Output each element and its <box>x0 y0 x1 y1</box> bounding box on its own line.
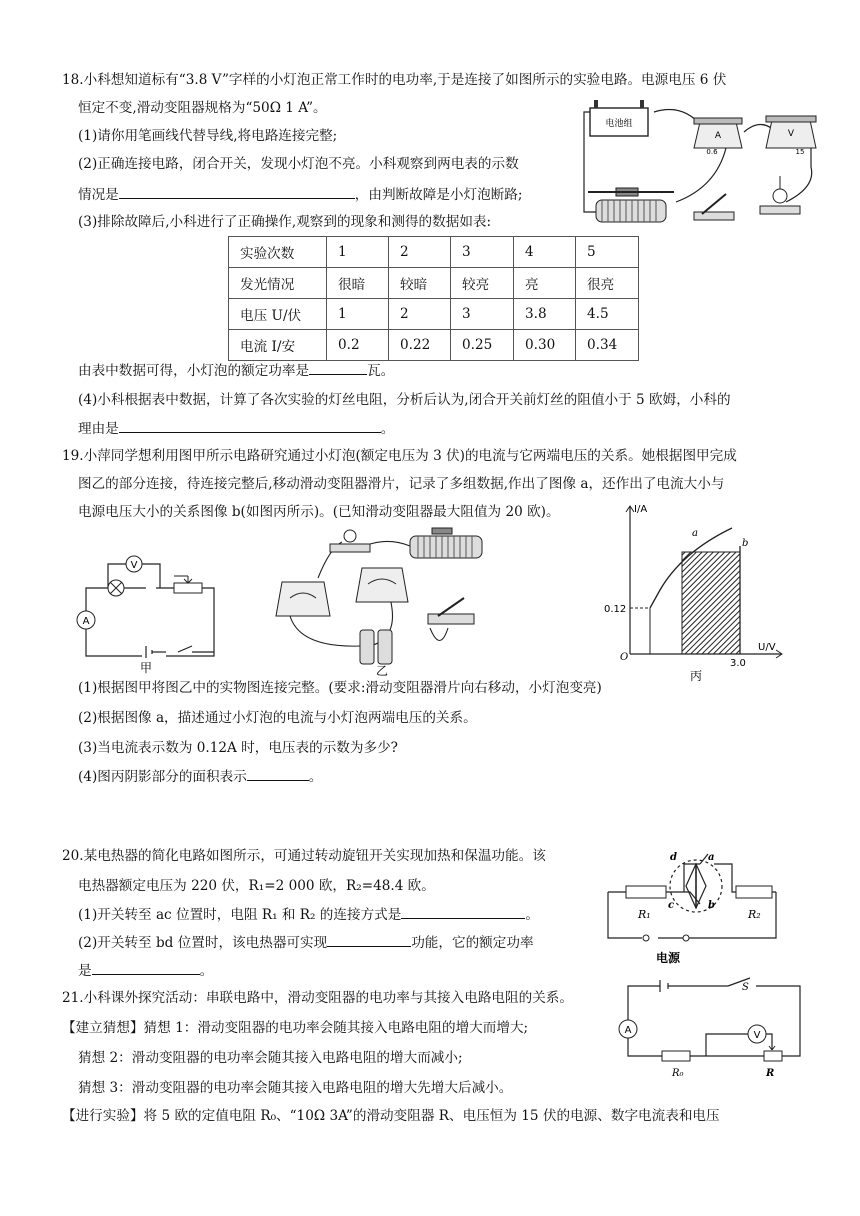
q21-guess3: 猜想 3：滑动变阻器的电功率会随其接入电路电阻的增大先增大后减小。 <box>78 1080 513 1096</box>
switch-icon <box>428 598 474 624</box>
r0-label: R₀ <box>672 1068 684 1079</box>
answer-blank[interactable] <box>327 932 411 947</box>
y-axis-label: I/A <box>634 504 648 515</box>
ammeter-scale: 0.6 <box>706 148 718 156</box>
switch-label: S <box>742 982 749 993</box>
r2-label: R₂ <box>748 908 761 921</box>
answer-blank[interactable] <box>401 904 525 919</box>
q20-part1-pre: (1)开关转至 ac 位置时，电阻 R₁ 和 R₂ 的连接方式是 <box>78 907 402 923</box>
table-cell: 实验次数 <box>229 237 327 268</box>
table-row <box>229 330 639 361</box>
figure-caption-yi: 乙 <box>375 664 389 678</box>
figure-caption-bing: 丙 <box>689 669 703 683</box>
q19-graph-bing <box>604 500 812 690</box>
q21-guess1: 【建立猜想】猜想 1：滑动变阻器的电功率会随其接入电路电阻的增大而增大; <box>62 1020 529 1036</box>
table-cell: 0.22 <box>389 330 451 361</box>
switch-icon <box>694 194 734 220</box>
voltmeter-symbol-label: V <box>130 560 138 571</box>
q18-part3b-post: 瓦。 <box>367 363 395 379</box>
q18-part4b-pre: 理由是 <box>78 421 119 437</box>
voltmeter-label: V <box>787 129 795 139</box>
contact-c-label: c <box>668 900 675 911</box>
rheostat-icon <box>588 188 674 222</box>
q19-part4 <box>78 766 322 787</box>
q18-part2b-pre: 情况是 <box>78 187 119 203</box>
contact-d-label: d <box>670 852 677 863</box>
ammeter-symbol-label: A <box>82 616 90 627</box>
q18-data-table <box>228 236 639 361</box>
q19-part2: (2)根据图像 a，描述通过小灯泡的电流与小灯泡两端电压的关系。 <box>78 710 477 726</box>
q19-line3: 电源电压大小的关系图像 b(如图丙所示)。(已知滑动变阻器最大阻值为 20 欧)。 <box>78 504 560 520</box>
resistor-r0 <box>662 1051 690 1061</box>
resistor-r1 <box>626 886 666 898</box>
q18-part4b <box>78 418 394 439</box>
q18-part3b <box>78 360 394 381</box>
table-row <box>229 299 639 330</box>
q18-part3: (3)排除故障后,小科进行了正确操作,观察到的现象和测得的数据如表: <box>78 214 492 230</box>
table-cell: 0.30 <box>514 330 576 361</box>
q20-part2b-post: 。 <box>199 963 214 979</box>
table-cell: 3 <box>451 237 514 268</box>
r-label: R <box>766 1068 775 1079</box>
curve-b-label: b <box>742 538 749 549</box>
q18-part2a: (2)正确连接电路，闭合开关，发现小灯泡不亮。小科观察到两电表的示数 <box>78 156 519 172</box>
q20-part1 <box>78 904 539 925</box>
q18-line2: 恒定不变,滑动变阻器规格为“50Ω 1 A”。 <box>78 100 327 116</box>
terminal-right <box>683 935 689 941</box>
answer-blank[interactable] <box>119 418 381 433</box>
q18-part2b <box>78 184 523 205</box>
origin-label: O <box>620 652 629 663</box>
bulb-icon <box>760 176 800 214</box>
table-cell: 0.25 <box>451 330 514 361</box>
rheostat-icon <box>410 528 482 558</box>
q18-apparatus-figure <box>576 92 826 242</box>
curve-a-label: a <box>692 528 698 539</box>
q20-part2b-pre: 是 <box>78 963 92 979</box>
q19-part4-post: 。 <box>308 769 323 785</box>
ammeter-symbol-label: A <box>624 1025 632 1036</box>
q18-part1: (1)请你用笔画线代替导线,将电路连接完整; <box>78 128 338 144</box>
voltmeter-icon <box>766 116 816 156</box>
table-cell: 1 <box>327 237 389 268</box>
table-cell: 较暗 <box>389 268 451 299</box>
table-cell: 电流 I/安 <box>229 330 327 361</box>
table-cell: 亮 <box>514 268 576 299</box>
table-cell: 4 <box>514 237 576 268</box>
battery-label: 电池组 <box>605 119 633 129</box>
voltmeter-scale: 15 <box>795 148 805 156</box>
table-cell: 2 <box>389 237 451 268</box>
table-cell: 5 <box>576 237 639 268</box>
shaded-area <box>682 552 740 654</box>
q19-apparatus-yi <box>270 528 500 676</box>
q19-part1: (1)根据图甲将图乙中的实物图连接完整。(要求:滑动变阻器滑片向右移动，小灯泡变亮) <box>78 680 602 696</box>
rheostat-r <box>764 1051 782 1061</box>
battery-cells-icon <box>360 630 392 664</box>
table-cell: 2 <box>389 299 451 330</box>
table-cell: 很暗 <box>327 268 389 299</box>
battery-pack-icon <box>590 100 648 136</box>
q20-line1: 20.某电热器的简化电路如图所示，可通过转动旋钮开关实现加热和保温功能。该 <box>62 848 546 864</box>
q20-part2-post: 功能，它的额定功率 <box>411 935 534 951</box>
resistor-r2 <box>736 886 772 898</box>
y-tick-label: 0.12 <box>604 604 627 615</box>
table-cell: 较亮 <box>451 268 514 299</box>
figure-caption-jia: 甲 <box>139 661 153 675</box>
q19-part3: (3)当电流表示数为 0.12A 时，电压表的示数为多少? <box>78 740 398 756</box>
answer-blank[interactable] <box>247 766 309 781</box>
q20-line2: 电热器额定电压为 220 伏，R₁=2 000 欧，R₂=48.4 欧。 <box>78 878 435 894</box>
q18-part2b-post: ，由判断故障是小灯泡断路; <box>354 187 523 203</box>
terminal-left <box>643 935 649 941</box>
contact-b-label: b <box>708 900 715 911</box>
ammeter-label: A <box>714 131 722 141</box>
q19-part4-pre: (4)图丙阴影部分的面积表示 <box>78 769 247 785</box>
table-cell: 3 <box>451 299 514 330</box>
contact-a-label: a <box>708 852 715 863</box>
q18-line1: 18.小科想知道标有“3.8 V”字样的小灯泡正常工作时的电功率,于是连接了如图所示的实验电路。电源电压 6 伏 <box>62 72 727 88</box>
ammeter-icon <box>276 582 330 616</box>
q19-line1: 19.小萍同学想利用图甲所示电路研究通过小灯泡(额定电压为 3 伏)的电流与它两端电压的关系。她根据图甲完成 <box>62 448 737 464</box>
table-cell: 0.34 <box>576 330 639 361</box>
lamp-symbol-icon <box>108 580 124 596</box>
q19-line2: 图乙的部分连接，待连接完整后,移动滑动变阻器滑片，记录了多组数据,作出了图像 a，还作出了电流大小与 <box>78 476 725 492</box>
table-cell: 很亮 <box>576 268 639 299</box>
r1-label: R₁ <box>638 908 651 921</box>
table-cell: 发光情况 <box>229 268 327 299</box>
x-axis-label: U/V <box>758 642 776 653</box>
answer-blank[interactable] <box>119 184 355 199</box>
q21-experiment: 【进行实验】将 5 欧的定值电阻 R₀、“10Ω 3A”的滑动变阻器 R、电压恒为 15 伏的电源、数字电流表和电压 <box>62 1108 720 1124</box>
ammeter-icon <box>694 118 742 156</box>
x-tick-label: 3.0 <box>730 658 746 669</box>
table-cell: 3.8 <box>514 299 576 330</box>
table-cell: 1 <box>327 299 389 330</box>
table-row <box>229 268 639 299</box>
q21-series-circuit <box>616 976 806 1088</box>
q21-guess2: 猜想 2：滑动变阻器的电功率会随其接入电路电阻的增大而减小; <box>78 1050 463 1066</box>
answer-blank[interactable] <box>92 960 200 975</box>
q20-part2 <box>78 932 534 953</box>
q20-part1-post: 。 <box>525 907 539 923</box>
rheostat-symbol-icon <box>174 576 202 593</box>
q21-line1: 21.小科课外探究活动：串联电路中，滑动变阻器的电功率与其接入电路电阻的关系。 <box>62 990 573 1006</box>
answer-blank[interactable] <box>309 360 367 375</box>
q18-part4a: (4)小科根据表中数据，计算了各次实验的灯丝电阻，分析后认为,闭合开关前灯丝的阻值小于 5 欧姆，小科的 <box>78 392 731 408</box>
q18-part4b-post: 。 <box>380 421 395 437</box>
table-cell: 0.2 <box>327 330 389 361</box>
q20-part2b <box>78 960 213 981</box>
q20-heater-circuit <box>604 846 804 972</box>
power-source-label: 电源 <box>655 951 681 965</box>
q18-part3b-pre: 由表中数据可得，小灯泡的额定功率是 <box>78 363 310 379</box>
voltmeter-icon <box>356 568 408 602</box>
voltmeter-symbol-label: V <box>753 1030 761 1041</box>
table-cell: 电压 U/伏 <box>229 299 327 330</box>
q19-circuit-jia <box>74 548 224 675</box>
q20-part2-pre: (2)开关转至 bd 位置时，该电热器可实现 <box>78 935 328 951</box>
table-cell: 4.5 <box>576 299 639 330</box>
bulb-holder-icon <box>330 530 370 552</box>
